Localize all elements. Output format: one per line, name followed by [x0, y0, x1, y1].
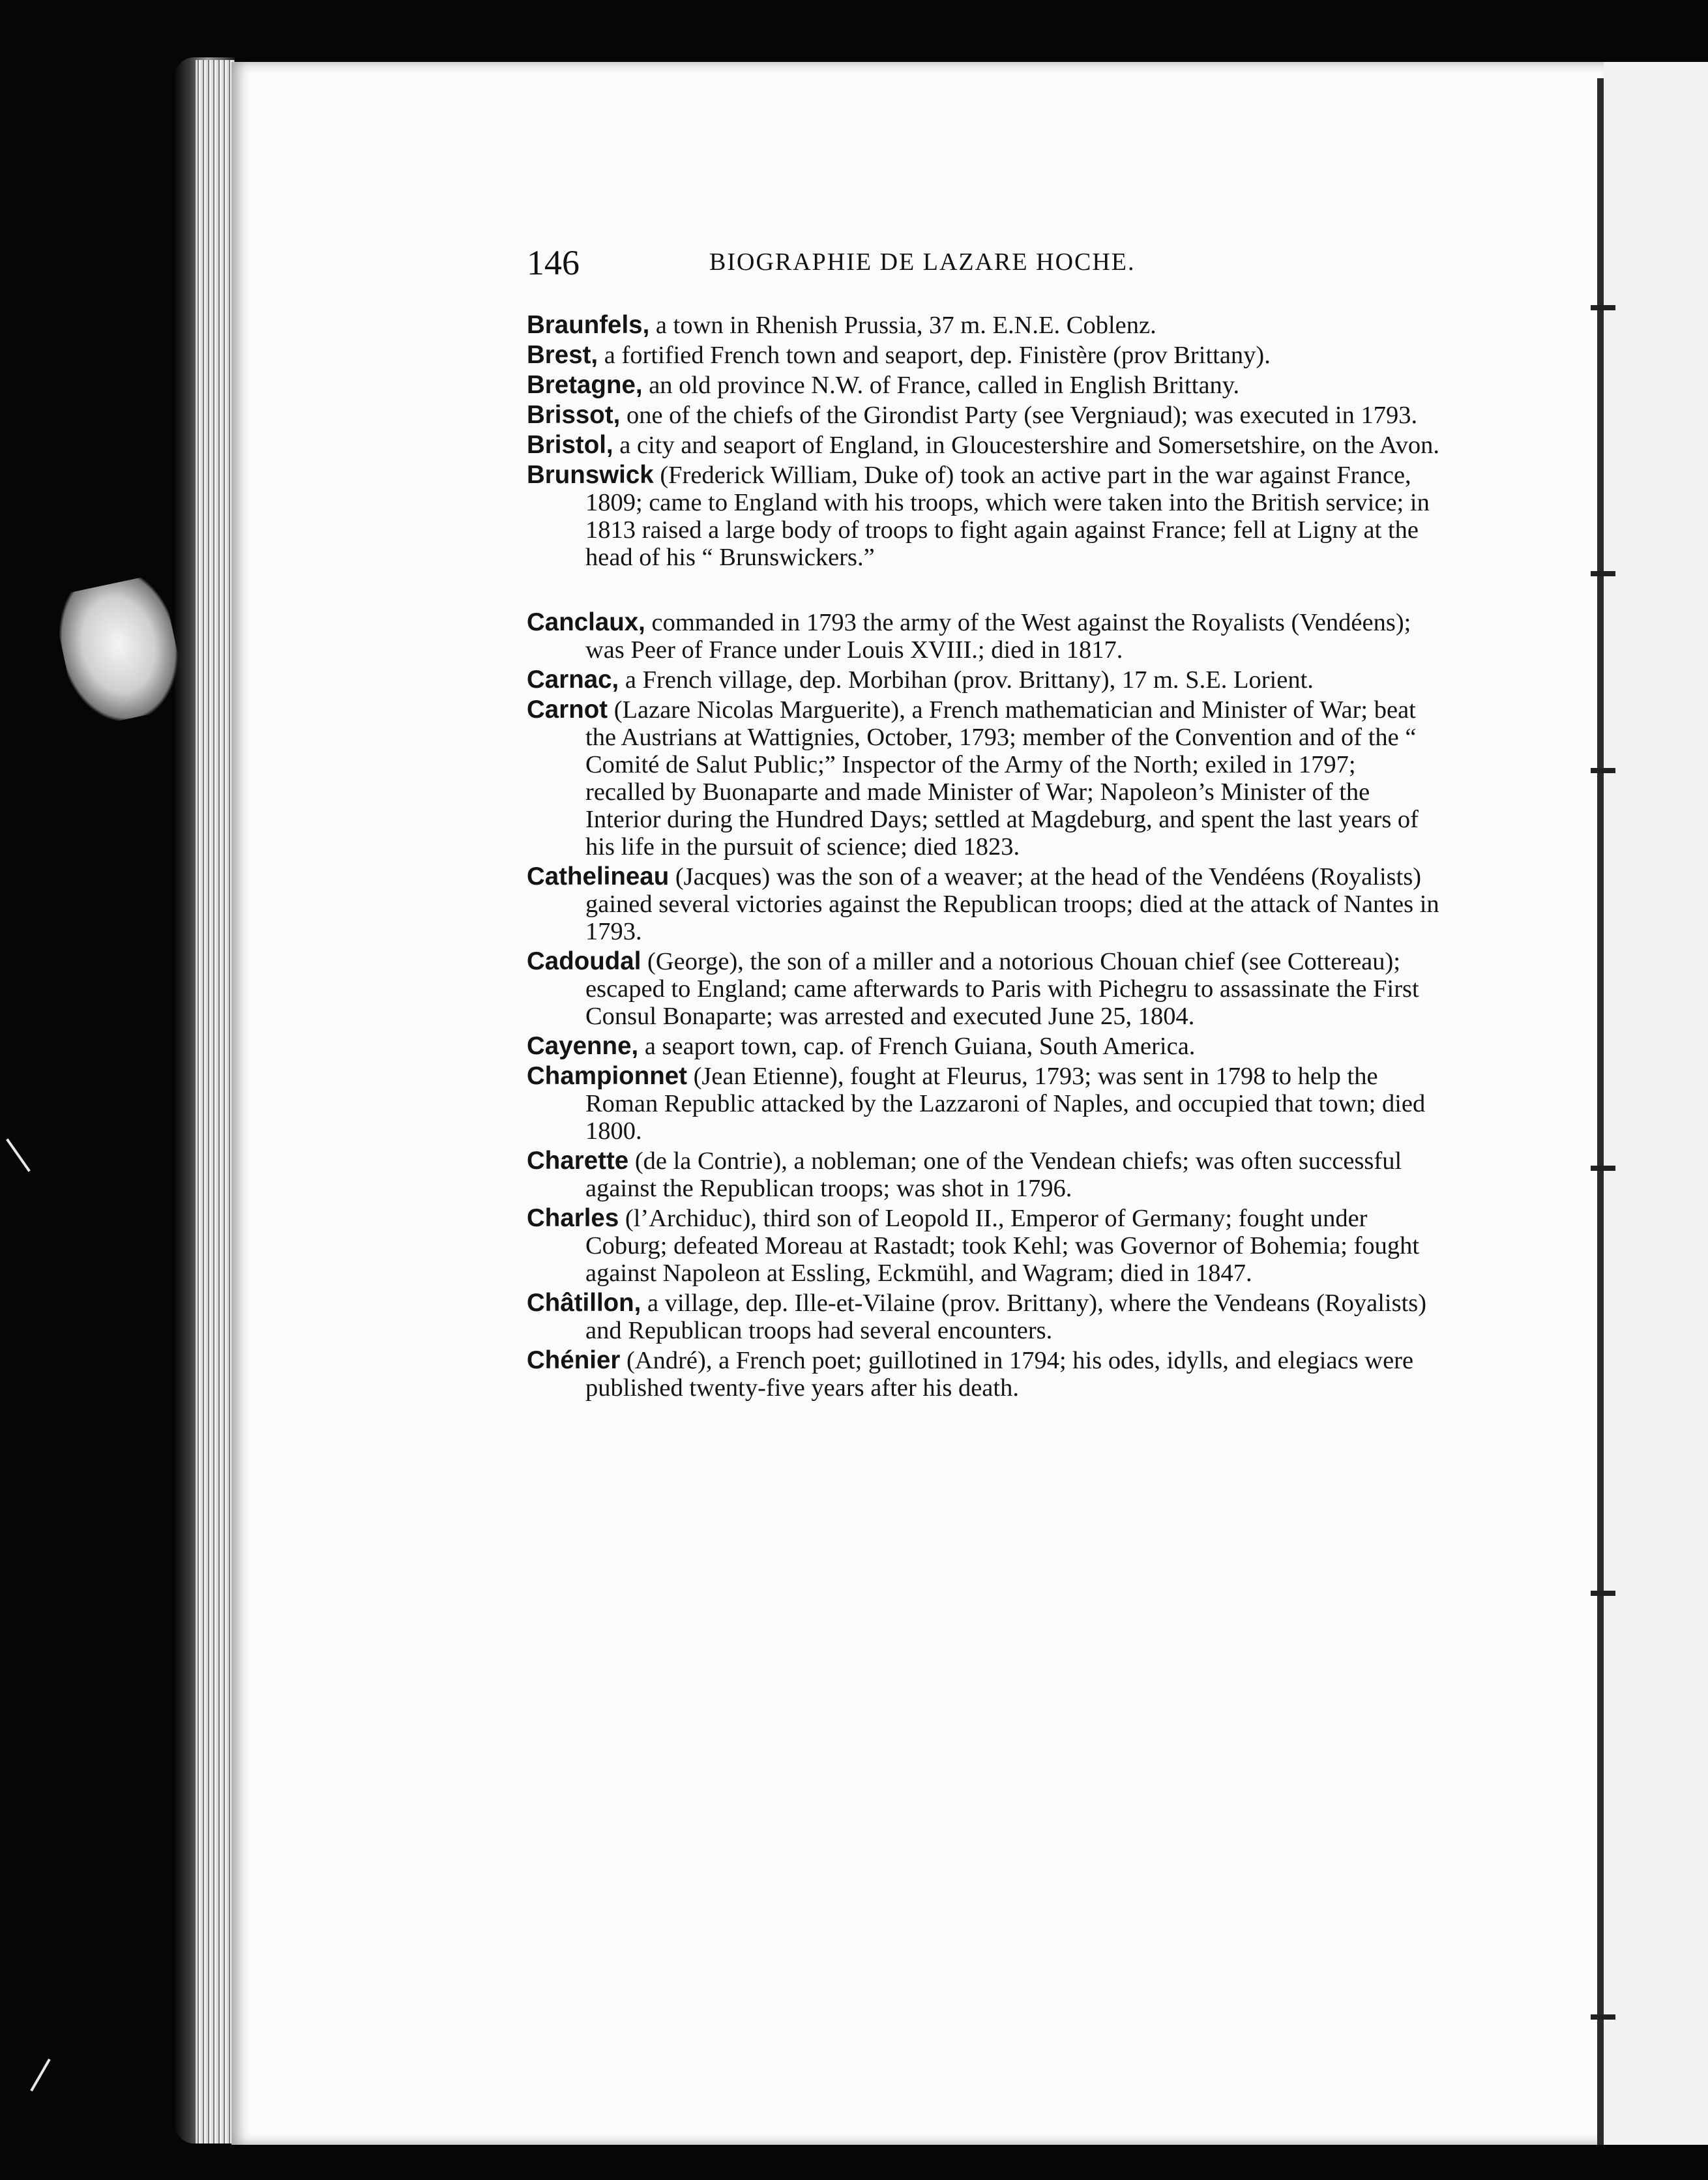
entry-headword: Cayenne,	[527, 1032, 639, 1060]
glossary-entry	[527, 1147, 1439, 1202]
entry-headword: Cathelineau	[527, 862, 670, 891]
entry-text: (André), a French poet; guillotined in 1794; his odes, idylls, and elegiacs were published twenty-five years after his death.	[585, 1347, 1414, 1402]
glossary-entry	[527, 1033, 1439, 1060]
entry-headword: Charette	[527, 1147, 629, 1175]
glossary-entry	[527, 462, 1439, 571]
entry-text: a French village, dep. Morbihan (prov. Brittany), 17 m. S.E. Lorient.	[619, 666, 1314, 694]
entry-headword: Brissot,	[527, 401, 621, 429]
entry-text: (de la Contrie), a nobleman; one of the Vendean chiefs; was often successful against the Republican troops; was shot in 1796.	[585, 1147, 1402, 1202]
glossary-entry	[527, 372, 1439, 399]
glossary-entry	[527, 1289, 1439, 1344]
glossary-entries	[527, 312, 1439, 1404]
entry-text: (Jean Etienne), fought at Fleurus, 1793; was sent in 1798 to help the Roman Republic attacked by the Lazzaroni of Naples, and occupied that town; died 1800.	[585, 1063, 1426, 1145]
entry-headword: Brunswick	[527, 461, 654, 489]
entry-headword: Cadoudal	[527, 947, 641, 975]
entry-headword: Charles	[527, 1204, 619, 1232]
glossary-entry	[527, 432, 1439, 459]
entry-text: a fortified French town and seaport, dep. Finistère (prov Brittany).	[598, 342, 1271, 369]
margin-mark	[1591, 1166, 1615, 1171]
glossary-entry	[527, 342, 1439, 369]
page-number: 146	[527, 243, 580, 282]
entry-text: a seaport town, cap. of French Guiana, South America.	[638, 1033, 1196, 1060]
page-stack-edge	[196, 60, 235, 2143]
glossary-entry	[527, 609, 1439, 664]
glossary-entry	[527, 1347, 1439, 1402]
margin-mark	[1591, 768, 1615, 773]
entry-headword: Bretagne,	[527, 371, 643, 399]
running-title: BIOGRAPHIE DE LAZARE HOCHE.	[709, 248, 1136, 276]
entry-headword: Bristol,	[527, 431, 613, 459]
entry-text: a city and seaport of England, in Gloucestershire and Somersetshire, on the Avon.	[613, 432, 1439, 459]
entry-text: a town in Rhenish Prussia, 37 m. E.N.E. Coblenz.	[649, 312, 1156, 339]
entry-text: (l’Archiduc), third son of Leopold II., Emperor of Germany; fought under Coburg; defeated Moreau at Rastadt; took Kehl; was Governor of Bohemia; fought against Napoleon at Essling, Eckmühl, and Wagram; died in 1847.	[585, 1205, 1420, 1287]
glossary-entry	[527, 1205, 1439, 1287]
page-header	[527, 243, 1309, 288]
entry-headword: Braunfels,	[527, 311, 650, 339]
entry-headword: Châtillon,	[527, 1289, 641, 1317]
glossary-entry	[527, 948, 1439, 1030]
glossary-entry	[527, 863, 1439, 945]
page-gutter	[1597, 78, 1604, 2145]
margin-mark	[1591, 2014, 1615, 2020]
entry-headword: Carnot	[527, 696, 608, 724]
entry-text: commanded in 1793 the army of the West against the Royalists (Vendéens); was Peer of France under Louis XVIII.; died in 1817.	[585, 609, 1411, 664]
entry-headword: Brest,	[527, 341, 598, 369]
margin-mark	[1591, 571, 1615, 576]
entry-text: (George), the son of a miller and a notorious Chouan chief (see Cottereau); escaped to England; came afterwards to Paris with Pichegru to assassinate the First Consul Bonaparte; was arrested and executed June 25, 1804.	[585, 948, 1419, 1030]
entry-text: an old province N.W. of France, called in English Brittany.	[642, 372, 1240, 399]
entry-headword: Championnet	[527, 1062, 687, 1090]
entry-text: (Lazare Nicolas Marguerite), a French mathematician and Minister of War; beat the Austrians at Wattignies, October, 1793; member of the Convention and of the “ Comité de Salut Public;” Inspector of the Army of the North; exiled in 1797; recalled by Buonaparte and made Minister of War; Napoleon’s Minister of the Interior during the Hundred Days; settled at Magdeburg, and spent the last years of his life in the pursuit of science; died 1823.	[585, 696, 1419, 861]
entry-text: a village, dep. Ille-et-Vilaine (prov. Brittany), where the Vendeans (Royalists) and Republican troops had several encounters.	[585, 1289, 1427, 1344]
entry-text: (Jacques) was the son of a weaver; at the head of the Vendéens (Royalists) gained several victories against the Republican troops; died at the attack of Nantes in 1793.	[585, 863, 1439, 945]
margin-mark	[1591, 1591, 1615, 1596]
glossary-entry	[527, 402, 1439, 429]
glossary-entry	[527, 696, 1439, 861]
glossary-entry	[527, 312, 1439, 339]
glossary-entry	[527, 1063, 1439, 1145]
margin-mark	[1591, 305, 1615, 310]
glossary-entry	[527, 666, 1439, 694]
facing-page-edge	[1604, 62, 1708, 2145]
entry-text: one of the chiefs of the Girondist Party (see Vergniaud); was executed in 1793.	[620, 402, 1418, 429]
entry-headword: Carnac,	[527, 666, 619, 694]
entry-headword: Chénier	[527, 1346, 621, 1374]
entry-headword: Canclaux,	[527, 608, 645, 636]
entry-text: (Frederick William, Duke of) took an active part in the war against France, 1809; came to England with his troops, which were taken into the British service; in 1813 raised a large body of troops to fight again against France; fell at Ligny at the head of his “ Brunswickers.”	[585, 462, 1430, 571]
